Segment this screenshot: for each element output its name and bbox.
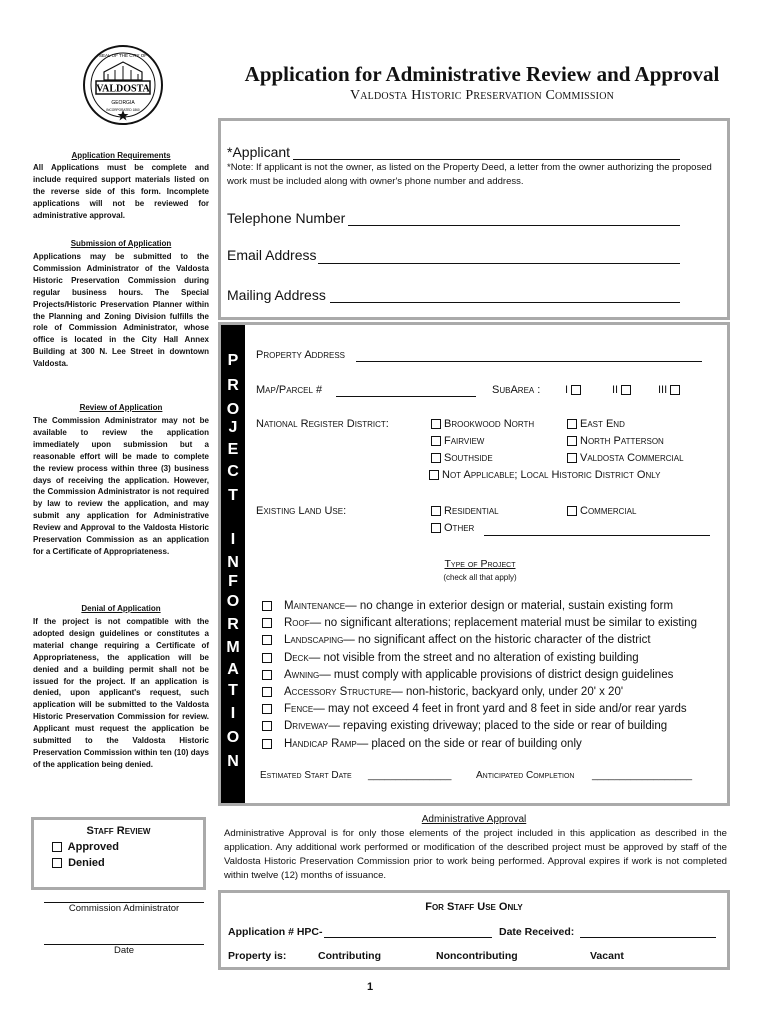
band-letter: A	[227, 661, 239, 678]
page-subtitle: Valdosta Historic Preservation Commission	[349, 88, 615, 103]
subarea-iii-label: III	[658, 384, 668, 396]
option-label: Brookwood North	[444, 418, 535, 430]
checkbox[interactable]	[262, 739, 272, 749]
band-letter: N	[227, 554, 239, 571]
denied-option[interactable]	[52, 857, 105, 869]
seal-top-text: SEAL OF THE CITY OF	[99, 53, 147, 58]
page-title: Application for Administrative Review and Approval	[244, 62, 720, 86]
checkbox[interactable]	[262, 635, 272, 645]
admin-approval-text: Administrative Approval is for only those elements of the project included in this application as described in the application. Any additional work performed or modification of the described project must be approved by staff of the Valdosta Historic Preservation Commission prior to work being performed. Approval expires if work is not completed within twelve (12) months of issuance.	[224, 828, 727, 881]
date-received-label: Date Received:	[499, 926, 575, 938]
completion-input[interactable]: __________________	[592, 770, 693, 781]
start-date-label: Estimated Start Date	[260, 770, 352, 781]
nrd-label: National Register District:	[256, 418, 389, 430]
app-number-label: Application # HPC-	[228, 926, 323, 938]
project-type-desc: — may not exceed 4 feet in front yard and 8 feet in side and/or rear yards	[313, 703, 687, 715]
denied-label: Denied	[68, 857, 105, 869]
checkbox[interactable]	[262, 704, 272, 714]
band-letter: T	[228, 487, 238, 504]
subarea-i-checkbox[interactable]	[571, 385, 581, 395]
nrd-option[interactable]	[567, 452, 684, 464]
commission-admin-label: Commission Administrator	[68, 903, 180, 914]
nrd-option[interactable]	[431, 418, 534, 430]
project-type-name: Landscaping	[284, 634, 344, 646]
nrd-option[interactable]	[431, 452, 493, 464]
project-type-desc: — no significant alterations; replacement material must be similar to existing	[309, 617, 697, 629]
phone-input[interactable]	[348, 225, 680, 226]
project-type-heading: Type of Project	[444, 558, 516, 570]
band-letter: O	[226, 593, 240, 610]
den-heading: Denial of Application	[81, 604, 161, 613]
mailing-input[interactable]	[330, 302, 680, 303]
checkbox[interactable]	[262, 687, 272, 697]
option-label: Other	[444, 522, 475, 534]
project-type-item[interactable]	[262, 738, 582, 750]
applicant-label: *Applicant	[227, 144, 291, 160]
project-type-item[interactable]	[262, 686, 623, 698]
rev-heading: Review of Application	[79, 403, 163, 412]
option-label: Valdosta Commercial	[580, 452, 684, 464]
city-seal-logo	[82, 44, 164, 126]
project-type-desc: — no change in exterior design or material, sustain existing form	[345, 600, 674, 612]
project-type-desc: — no significant affect on the historic character of the district	[343, 634, 651, 646]
project-type-name: Handicap Ramp	[284, 738, 357, 750]
option-label: Southside	[444, 452, 493, 464]
checkbox[interactable]	[431, 436, 441, 446]
contributing-option[interactable]: Contributing	[318, 950, 381, 962]
project-type-desc: — repaving existing driveway; placed to the side or rear of building	[328, 720, 668, 732]
noncontributing-option[interactable]: Noncontributing	[436, 950, 518, 962]
option-label: Not Applicable; Local Historic District Only	[442, 469, 661, 481]
checkbox[interactable]	[429, 470, 439, 480]
page-number: 1	[366, 981, 374, 993]
start-date-input[interactable]: _______________	[368, 770, 452, 781]
checkbox[interactable]	[567, 436, 577, 446]
land-use-option-other[interactable]	[431, 522, 474, 534]
band-letter: N	[227, 753, 239, 770]
checkbox[interactable]	[431, 419, 441, 429]
app-number-input[interactable]	[324, 937, 492, 938]
den-text: If the project is not compatible with the adopted design guidelines or constitutes a material change requiring a Certificate of Appropriateness, the application will be denied and a building permit shall not be issued for the project. If an application is denied, upon applicant's request, such application will be submitted to the Valdosta Historic Preservation Commission for review. Applicant must request the application be submitted to the Valdosta Historic Preservation Commission within ten (10) days of the application being denied.	[33, 617, 209, 769]
band-letter: O	[226, 401, 240, 418]
seal-state: GEORGIA	[111, 100, 135, 106]
staff-review-heading: Staff Review	[86, 825, 151, 837]
project-type-item[interactable]	[262, 600, 673, 612]
email-input[interactable]	[318, 263, 680, 264]
mailing-label: Mailing Address	[227, 287, 326, 303]
project-type-desc: — must comply with applicable provisions of district design guidelines	[319, 669, 674, 681]
subarea-label: SubArea :	[492, 384, 541, 396]
project-type-name: Driveway	[284, 720, 329, 732]
band-letter: R	[227, 377, 239, 394]
property-address-label: Property Address	[256, 349, 345, 361]
applicant-note: *Note: If applicant is not the owner, as listed on the Property Deed, a letter from the owner authorizing the proposed work must be included along with owner's phone number and address.	[227, 162, 712, 187]
subarea-i[interactable]	[565, 384, 584, 396]
project-type-desc: — non-historic, backyard only, under 20' x 20'	[391, 686, 624, 698]
nrd-option[interactable]	[431, 435, 484, 447]
other-land-use-input[interactable]	[484, 535, 710, 536]
land-use-option[interactable]	[567, 505, 636, 517]
land-use-option[interactable]	[431, 505, 499, 517]
project-information-band	[221, 325, 245, 803]
seal-name: VALDOSTA	[96, 83, 150, 95]
phone-label: Telephone Number	[227, 210, 346, 226]
checkbox[interactable]	[262, 721, 272, 731]
band-letter: T	[228, 682, 238, 699]
band-letter: O	[226, 729, 240, 746]
checkbox[interactable]	[262, 601, 272, 611]
project-type-name: Roof	[284, 617, 310, 629]
subarea-ii-label: II	[612, 384, 619, 396]
date-label: Date	[113, 945, 135, 956]
checkbox[interactable]	[262, 670, 272, 680]
band-letter: M	[226, 639, 240, 656]
approved-label: Approved	[67, 841, 119, 853]
subarea-iii-checkbox[interactable]	[670, 385, 680, 395]
admin-approval-heading: Administrative Approval	[421, 814, 527, 825]
approved-option[interactable]	[52, 841, 119, 853]
date-received-input[interactable]	[580, 937, 716, 938]
band-letter: F	[228, 573, 238, 590]
band-letter: J	[228, 419, 238, 436]
band-letter: I	[230, 705, 236, 722]
checkbox[interactable]	[52, 842, 62, 852]
project-type-desc: — not visible from the street and no alteration of existing building	[308, 652, 639, 664]
project-type-name: Awning	[284, 669, 320, 681]
subarea-ii[interactable]	[612, 384, 634, 396]
map-parcel-input[interactable]	[336, 396, 476, 397]
option-label: Commercial	[580, 505, 637, 517]
nrd-option[interactable]	[567, 435, 664, 447]
project-type-name: Maintenance	[284, 600, 346, 612]
project-type-name: Deck	[284, 652, 309, 664]
project-type-item[interactable]	[262, 617, 697, 629]
checkbox[interactable]	[431, 506, 441, 516]
project-type-item[interactable]	[262, 634, 651, 646]
project-type-name: Accessory Structure	[284, 686, 392, 698]
checkbox[interactable]	[567, 419, 577, 429]
project-type-item[interactable]	[262, 720, 667, 732]
band-letter: P	[227, 352, 239, 369]
vacant-option[interactable]: Vacant	[590, 950, 624, 962]
checkbox[interactable]	[52, 858, 62, 868]
req-text: All Applications must be complete and include required support materials listed on the reverse side of this form. Incomplete applications will not be reviewed for administrative approval.	[33, 163, 209, 220]
sub-heading: Submission of Application	[70, 239, 172, 248]
map-parcel-label: Map/Parcel #	[256, 384, 323, 396]
email-label: Email Address	[227, 247, 317, 263]
band-letter: I	[230, 531, 236, 548]
project-type-name: Fence	[284, 703, 314, 715]
checkbox[interactable]	[567, 453, 577, 463]
property-is-label: Property is:	[228, 950, 287, 962]
completion-label: Anticipated Completion	[476, 770, 575, 781]
staff-use-heading: For Staff Use Only	[425, 901, 523, 913]
option-label: North Patterson	[580, 435, 664, 447]
checkbox[interactable]	[431, 453, 441, 463]
nrd-option-na[interactable]	[429, 469, 660, 481]
band-letter: C	[227, 463, 239, 480]
project-type-item[interactable]	[262, 652, 639, 664]
checkbox[interactable]	[262, 618, 272, 628]
subarea-ii-checkbox[interactable]	[621, 385, 631, 395]
checkbox[interactable]	[262, 653, 272, 663]
subarea-i-label: I	[565, 384, 569, 396]
sub-text: Applications may be submitted to the Commission Administrator of the Valdosta Historic Preservation Commission during regular business hours. The Special Projects/Historic Preservation Planner within the Planning and Zoning Division fulfills the role of Commission Administrator, whose office is located in the City Hall Annex Building at 300 N. Lee Street in downtown Valdosta.	[33, 252, 209, 369]
project-type-item[interactable]	[262, 669, 673, 681]
seal-mid-text: INCORPORATED 1860	[106, 108, 140, 112]
nrd-option[interactable]	[567, 418, 625, 430]
rev-text: The Commission Administrator may not be available to review the application immediately upon submission but a reasonable effort will be made to complete the review process within three (3) business days of receiving the application. However, the Commission Administrator is not required by law to review the application, and may submit any application for Administrative Review and Approval to the Valdosta Historic Preservation Commission as an application for a Certificate of Appropriateness.	[33, 416, 209, 556]
option-label: Residential	[444, 505, 499, 517]
req-heading: Application Requirements	[71, 151, 171, 160]
applicant-input[interactable]	[293, 159, 680, 160]
project-type-item[interactable]	[262, 703, 687, 715]
land-use-label: Existing Land Use:	[256, 505, 347, 517]
subarea-iii[interactable]	[658, 384, 683, 396]
checkbox[interactable]	[431, 523, 441, 533]
property-address-input[interactable]	[356, 361, 702, 362]
project-type-subheading: (check all that apply)	[443, 573, 517, 582]
checkbox[interactable]	[567, 506, 577, 516]
band-letter: R	[227, 616, 239, 633]
option-label: Fairview	[444, 435, 485, 447]
option-label: East End	[580, 418, 625, 430]
band-letter: E	[227, 441, 239, 458]
project-type-desc: — placed on the side or rear of building only	[356, 738, 582, 750]
